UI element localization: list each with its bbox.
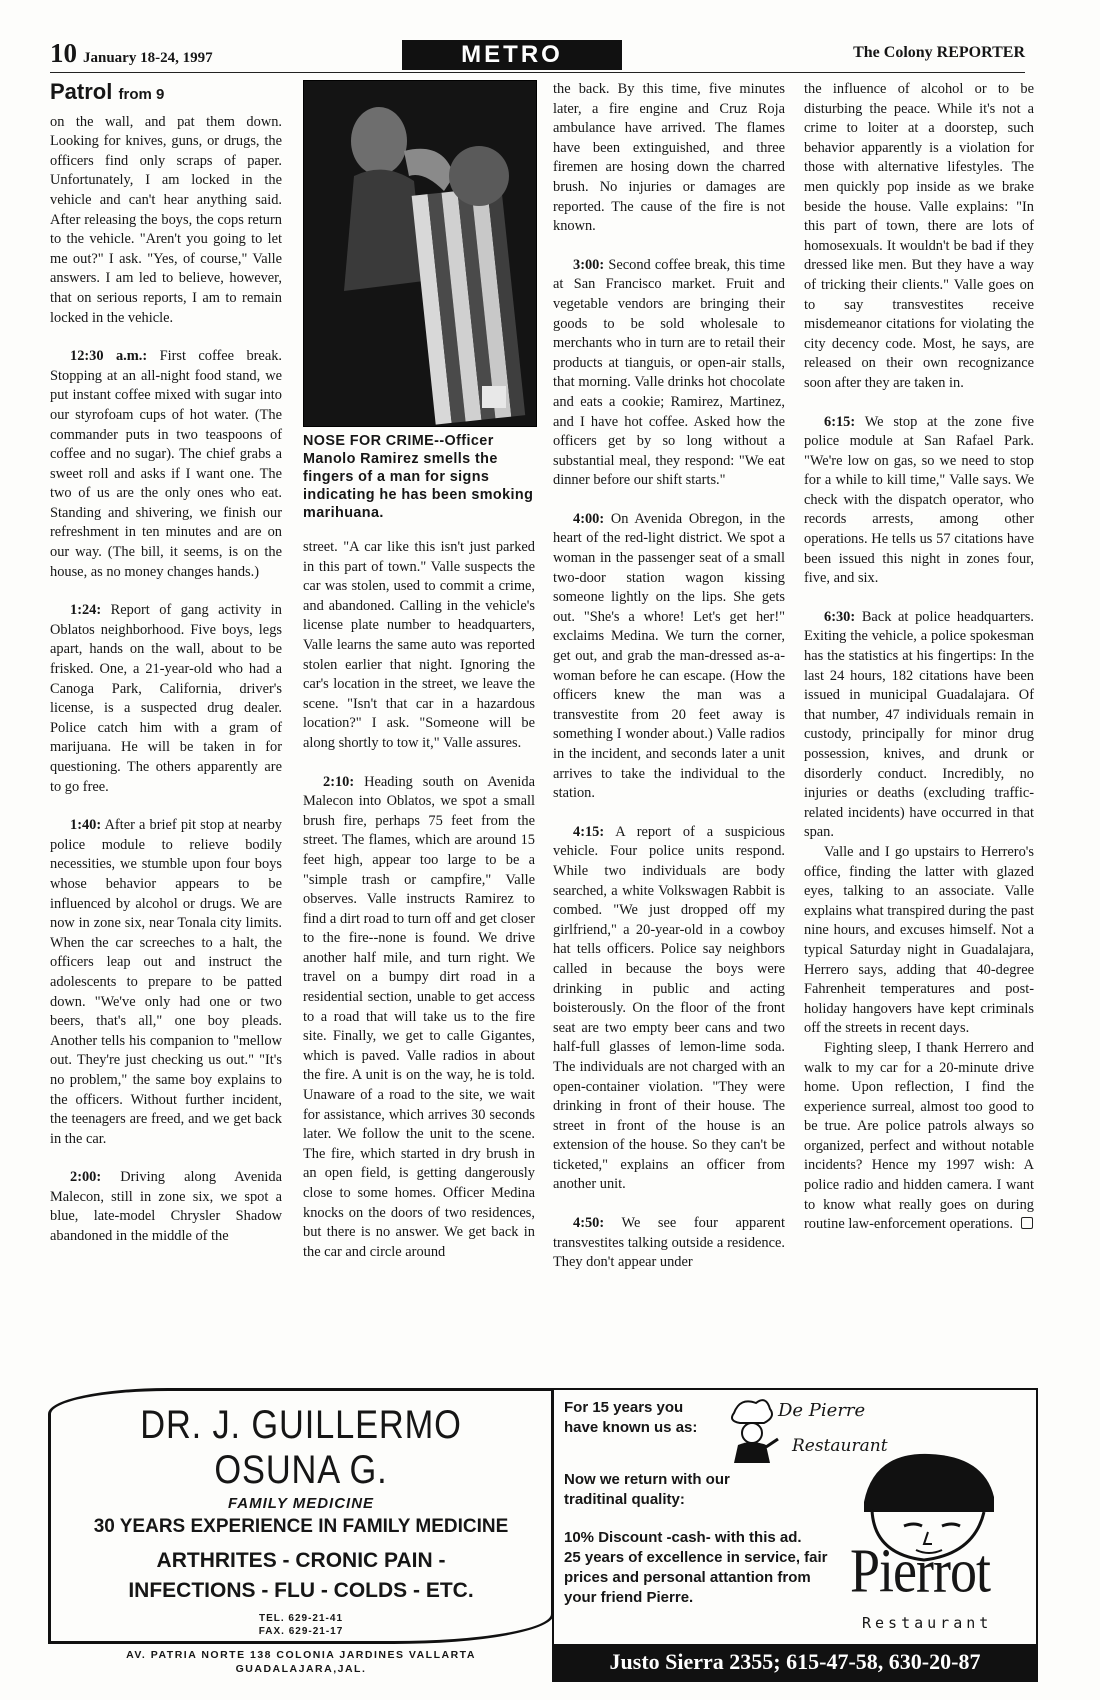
paragraph-text: Driving along Avenida Malecon, still in zone six, we spot a blue, late-model Chrysler Shadow abandoned in the middle of the	[50, 1169, 282, 1245]
paragraph-text: First coffee break. Stopping at an all-night food stand, we put instant coffee mixed with sugar into our styrofoam cups of hot water. (The commander puts in two teaspoons of coffee and no sugar). The chief grabs a sweet roll and asks if I want one. The two of us are the only ones who eat. Standing and shivering, we finish our refreshment in ten minutes and are on our way. (The bill, it seems, is on the house, as no money changes hands.)	[50, 348, 282, 580]
paragraph	[553, 823, 785, 1195]
timestamp: 4:00:	[573, 510, 605, 527]
restaurant-advertisement	[552, 1388, 1038, 1682]
article-column-2	[303, 538, 535, 1262]
old-name-line-1: De Pierre	[778, 1400, 866, 1421]
timestamp: 6:15:	[824, 413, 856, 430]
paragraph-text: Second coffee break, this time at San Francisco market. Fruit and vegetable vendors are bringing their goods to be sold wholesale to merchants who in turn are to retail their products at tianguis, or open-air stalls, that morning. Valle drinks hot chocolate and eats a cookie; Ramirez, Martinez, and I have hot coffee. Asked how the officers get by so long without a substantial meal, they respond: "We eat dinner before our shift starts."	[553, 256, 785, 489]
doctor-specialty: FAMILY MEDICINE	[227, 1495, 375, 1512]
end-of-story-square-icon	[1021, 1217, 1033, 1229]
old-name-line-2: Restaurant	[792, 1436, 888, 1456]
paragraph	[50, 347, 282, 582]
kicker-title: Patrol	[50, 79, 113, 104]
discount-text: 10% Discount -cash- with this ad.	[564, 1529, 802, 1546]
article-column-1	[50, 80, 282, 1247]
photo-officer-smelling-fingers	[304, 81, 536, 426]
excellence-text: 25 years of excellence in service, fair prices and personal attantion from your friend Pierre.	[564, 1549, 828, 1606]
paragraph-text: On Avenida Obregon, in the heart of the red-light district. We spot a woman in the passenger seat of a small two-door station wagon kissing someone lightly on the lips. She gets out. "She's a whore! Let's get her!" exclaims Medina. We turn the corner, get out, and grab the man-dressed as-a-woman before he can escape. (How the officers knew the man was a transvestite from 20 feet away is something I wonder about.) Valle radios in the incident, and seconds later a unit arrives to take the individual to the station.	[553, 510, 785, 802]
paragraph-text: A report of a suspicious vehicle. Four police units respond. While two individuals are body searched, a white Volkswagen Rabbit is combed. "We just dropped off my girlfriend," a 20-year-old in a cowboy hat tells officers. Police say neighbors called in because the boys were drinking in public and acting boisterously. On the floor of the front seat are two empty beer cans and two half-full glasses of lemon-lime soda. The individuals are not charged with an open-container violation. "They were drinking in front of their house. The street in front of the house is an extension of the house. So they can't be ticketed," explains an officer from another unit.	[553, 823, 785, 1193]
paragraph-text: the back. By this time, five minutes later, a fire engine and Cruz Roja ambulance have arrived. The flames have been extinguished, and three firemen are hosing down the charred brush. No injuries or damages are reported. The cause of the fire is not known.	[553, 81, 785, 235]
timestamp: 2:10:	[323, 773, 355, 790]
paragraph	[50, 1168, 282, 1246]
address-line-1: AV. PATRIA NORTE 138 COLONIA JARDINES VALLARTA	[126, 1649, 476, 1661]
timestamp: 2:00:	[70, 1169, 102, 1186]
timestamp: 4:15:	[573, 823, 605, 840]
timestamp: 3:00:	[573, 256, 605, 273]
paragraph	[553, 80, 785, 237]
paragraph-text: We stop at the zone five police module at San Rafael Park. "We're low on gas, so we need to stop for a while to kill time," Valle says. We check with the dispatch operator, who records arrests, among other operations. He tells us 57 citations have been issued this night in zones four, five, and six.	[804, 413, 1034, 587]
continued-kicker	[50, 79, 282, 105]
timestamp: 1:40:	[70, 817, 102, 834]
paragraph	[804, 1039, 1034, 1235]
known-as-text: For 15 years you have known us as:	[564, 1399, 698, 1436]
paragraph	[553, 256, 785, 491]
article-column-3	[553, 80, 785, 1273]
doctor-name: DR. J. GUILLERMO OSUNA G.	[140, 1403, 462, 1492]
paragraph-text: Heading south on Avenida Malecon into Oblatos, we spot a small brush fire, perhaps 75 feet from the street. The flames, which are around 15 feet high, appear too large to be a "simple trash or campfire," Valle observes. Valle instructs Ramirez to find a dirt road to turn off and get closer to the fire--none is found. We drive another half mile, and turn right. We travel on a bumpy dirt road in a residential section, unable to get access to a road that will take us to the fire site. Finally, we get to calle Gigantes, which is paved. Valle radios in about the fire. A unit is on the way, he is told. Unaware of a road to the site, we wait for assistance, which arrives 30 seconds later. We follow the unit to the scene. The fire, which started in dry brush in an open field, is getting dangerously close to some homes. Officer Medina knocks on the doors of two residences, but there is no answer. We get back in the car and circle around	[303, 773, 535, 1260]
doctor-experience: 30 YEARS EXPERIENCE IN FAMILY MEDICINE	[93, 1516, 509, 1537]
timestamp: 1:24:	[70, 602, 102, 619]
page-number: 10	[50, 38, 77, 68]
timestamp: 6:30:	[824, 608, 856, 625]
doctor-phone: TEL. 629-21-41	[258, 1613, 344, 1624]
paragraph-text: street. "A car like this isn't just parked in this part of town." Valle suspects the car was stolen, used to commit a crime, and abandoned. Calling in the vehicle's license plate number to headquarters, Valle learns the same auto was reported stolen earlier that night. Ignoring the car's location in the street, we leave the scene. "Isn't that car in a hazardous location?" I ask. "Someone will be along shortly to tow it," Valle assures.	[303, 539, 535, 751]
news-photo	[303, 80, 537, 427]
photo-caption: NOSE FOR CRIME--Officer Manolo Ramirez smells the fingers of a man for signs indicating he has been smoking marihuana.	[303, 433, 534, 521]
doctor-advertisement	[48, 1388, 554, 1675]
timestamp: 4:50:	[573, 1215, 605, 1232]
issue-date: January 18-24, 1997	[83, 50, 213, 66]
return-text: Now we return with our traditinal quality:	[564, 1471, 730, 1508]
services-line-1: ARTHRITES - CRONIC PAIN -	[156, 1549, 446, 1572]
paragraph	[804, 80, 1034, 394]
paragraph	[303, 538, 535, 754]
paragraph	[303, 773, 535, 1263]
timestamp: 12:30 a.m.:	[70, 348, 148, 365]
paragraph-text: Valle and I go upstairs to Herrero's office, finding the latter with glazed eyes, talking to an associate. Valle explains what transpired during the past nine hours, and excuses himself. Not a typical Saturday night in Guadalajara, Herrero says, adding that 40-degree Fahrenheit temperatures and post-holiday hangovers have kept criminals off the streets in recent days.	[804, 843, 1034, 1037]
doctor-address	[51, 1648, 551, 1676]
paragraph-text: on the wall, and pat them down. Looking for knives, guns, or drugs, the officers find only scraps of paper. Unfortunately, I am locked in the vehicle and can't hear anything said. After releasing the boys, the cops return to the vehicle. "Aren't you going to let me out?" I ask. "Yes, of course," Valle answers. I am led to believe, however, that on serious reports, I am to remain locked in the vehicle.	[50, 113, 282, 326]
paragraph-text: Report of gang activity in Oblatos neighborhood. Five boys, legs apart, hands on the wall, about to be frisked. One, a 21-year-old who had a Canoga Park, California, driver's license, is a suspected drug dealer. Police catch him with a gram of marijuana. He will be taken in for questioning. The others apparently are to go free.	[50, 602, 282, 795]
paragraph	[50, 113, 282, 329]
services-line-2: INFECTIONS - FLU - COLDS - ETC.	[128, 1579, 474, 1602]
doctor-fax: FAX. 629-21-17	[258, 1626, 344, 1637]
article-column-4	[804, 80, 1034, 1235]
paragraph-text: Back at police headquarters. Exiting the vehicle, a police spokesman has the statistics at his fingertips: In the last 24 hours, 182 citations have been issued in municipal Guadalajara. Of that number, 47 individuals remain in custody, principally for minor drug possession, knives, and drunk or disorderly conduct. Incredibly, no injuries or deaths (excluding traffic-related incidents) have occurred in that span.	[804, 608, 1034, 841]
section-label: METRO	[402, 40, 622, 70]
page-header-left	[50, 38, 213, 69]
address-line-2: GUADALAJARA,JAL.	[235, 1663, 367, 1675]
restaurant-brand-sub: Restaurant	[862, 1614, 993, 1632]
restaurant-address-bar: Justo Sierra 2355; 615-47-58, 630-20-87	[554, 1644, 1036, 1680]
doctor-contact	[51, 1612, 551, 1638]
publication-name: The Colony REPORTER	[853, 44, 1025, 61]
paragraph	[804, 608, 1034, 843]
paragraph	[804, 413, 1034, 589]
paragraph	[50, 816, 282, 1149]
offer-text	[564, 1528, 844, 1608]
paragraph	[804, 843, 1034, 1039]
restaurant-brand: Pierrot	[850, 1536, 990, 1606]
paragraph	[553, 1214, 785, 1273]
paragraph	[50, 601, 282, 797]
paragraph-text: the influence of alcohol or to be disturbing the peace. While it's not a crime to loiter at a doorstep, such behavior apparently is a violation for those with alternative lifestyles. The men quickly pop inside as we brake beside the house. Valle explains: "In this part of town, there are lots of homosexuals. It wouldn't be bad if they dressed like men. But they have a way of tricking their clients." Valle goes on to say transvestites receive misdemeanor citations for violating the city decency code. Most, he says, are released on their own recognizance soon after they are taken in.	[804, 81, 1034, 391]
doctor-services	[51, 1546, 551, 1606]
kicker-from: from 9	[118, 86, 165, 103]
paragraph-text: After a brief pit stop at nearby police module to relieve bodily necessities, we stumble upon four boys whose behavior appears to be influenced by alcohol or drugs. We are now in zone six, near Tonala city limits. When the car screeches to a halt, the officers leap out and instruct the adolescents to prepare to be patted down. "We've only had one or two beers, that's all," one boy pleads. Another tells his companion to "mellow out. They're just checking us out." "It's no problem," the same boy explains to the officers. Without further incident, the teenagers are freed, and we get back in the car.	[50, 817, 282, 1147]
paragraph	[553, 510, 785, 804]
paragraph-text: We see four apparent transvestites talking outside a residence. They don't appear under	[553, 1215, 786, 1271]
header-rule	[50, 72, 1025, 73]
paragraph-text: Fighting sleep, I thank Herrero and walk to my car for a 20-minute drive home. Upon reflection, I find the experience surreal, almost too good to be true. Are police patrols always so organized, perfect and without notable incidents? Hence my 1997 wish: A police radio and hidden camera. I want to know what really goes on during routine law-enforcement operations.	[804, 1039, 1034, 1233]
